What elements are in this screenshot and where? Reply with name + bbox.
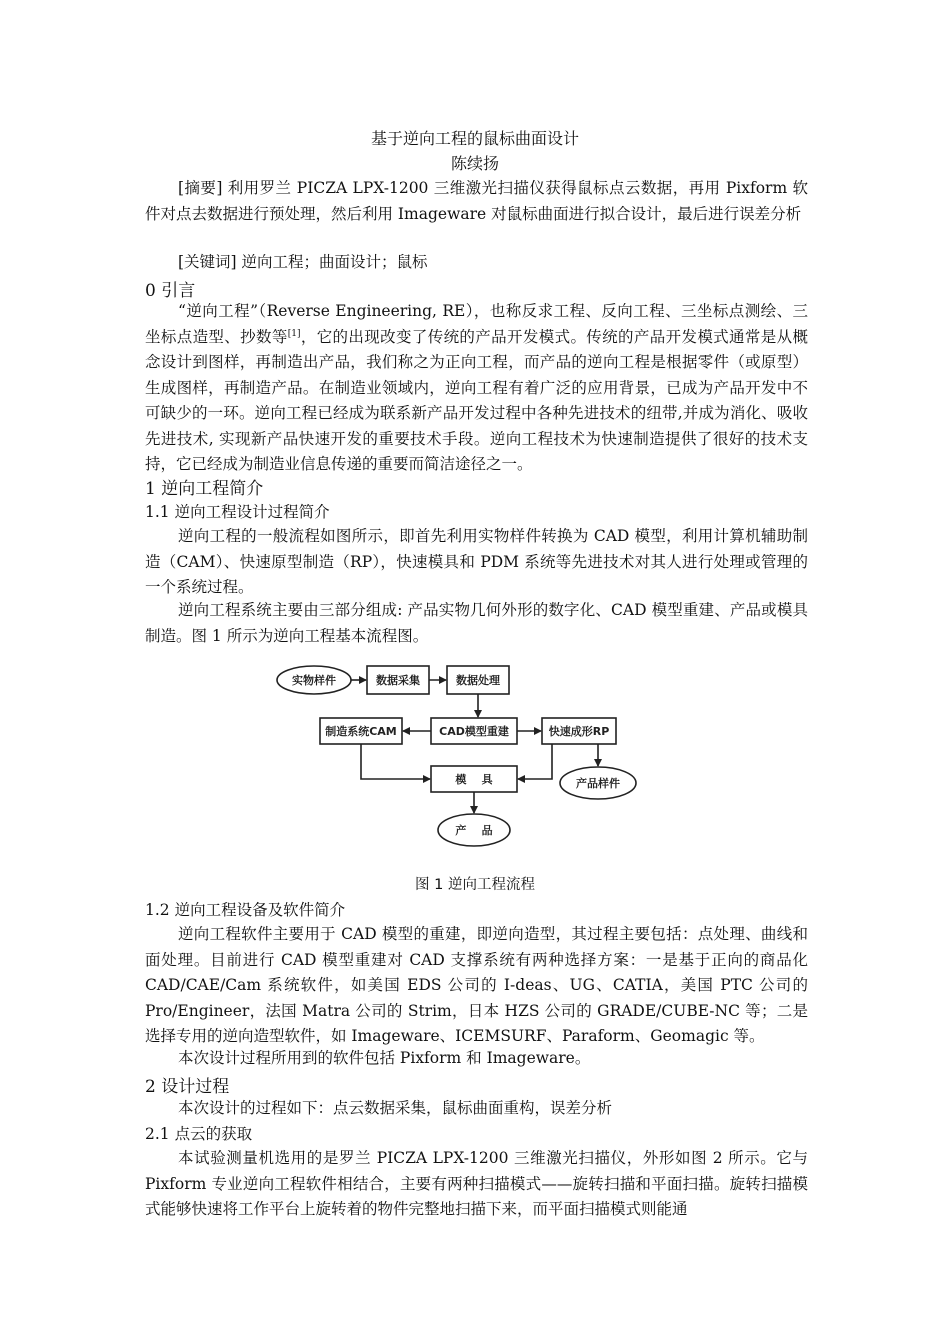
node-cad-label: CAD模型重建 <box>439 725 509 738</box>
section-1-heading: 1 逆向工程简介 <box>145 479 264 499</box>
flowchart-figure <box>270 655 650 865</box>
section-1-2-paragraph-2: 本次设计过程所用到的软件包括 Pixform 和 Imageware。 <box>178 1049 591 1067</box>
section-2-paragraph: 本次设计的过程如下：点云数据采集，鼠标曲面重构，误差分析 <box>178 1099 613 1117</box>
section-2-1-paragraph: 本试验测量机选用的是罗兰 PICZA LPX-1200 三维激光扫描仪，外形如图 2 所示。它与 Pixform 专业逆向工程软件相结合，主要有两种扫描模式——旋转扫描和平面扫描。旋转扫描模式能够快速将工作平台上旋转着的物件完整地扫描下来，而平面扫描模式则能通 <box>145 1149 808 1218</box>
section-0-heading: 0 引言 <box>145 281 196 301</box>
section-1-1-paragraph-2: 逆向工程系统主要由三部分组成: 产品实物几何外形的数字化、CAD 模型重建、产品或模具制造。图 1 所示为逆向工程基本流程图。 <box>145 601 808 645</box>
citation-ref: [1] <box>287 328 301 339</box>
section-0-text-a: “逆向工程”（Reverse Engineering, RE），也称反求工程、反向工程、三坐标点测绘、三坐标点造型、抄数等 <box>145 302 808 346</box>
section-0-text-b: ，它的出现改变了传统的产品开发模式。传统的产品开发模式通常是从概念设计到图样，再制造出产品，我们称之为正向工程，而产品的逆向工程是根据零件（或原型）生成图样，再制造产品。在制造业领域内，逆向工程有着广泛的应用背景，已成为产品开发中不可缺少的一环。逆向工程已经成为联系新产品开发过程中各种先进技术的纽带,并成为消化、吸收先进技术, 实现新产品快速开发的重要技术手段。逆向工程技术为快速制造提供了很好的技术支持，它已经成为制造业信息传递的重要而简洁途径之一。 <box>145 327 808 473</box>
abstract: [摘要] 利用罗兰 PICZA LPX-1200 三维激光扫描仪获得鼠标点云数据，再用 Pixform 软件对点去数据进行预处理，然后利用 Imageware 对鼠标曲面进行拟合设计，最后进行误差分析 <box>145 179 808 223</box>
section-1-1-paragraph-1: 逆向工程的一般流程如图所示，即首先利用实物样件转换为 CAD 模型，利用计算机辅助制造（CAM）、快速原型制造（RP），快速模具和 PDM 系统等先进技术对其人进行处理或管理的一个系统过程。 <box>145 527 808 596</box>
node-product-label: 产 品 <box>455 824 493 837</box>
node-cam-label: 制造系统CAM <box>325 725 397 738</box>
section-0-paragraph <box>145 299 808 478</box>
figure-caption: 图 1 逆向工程流程 <box>415 877 535 893</box>
section-2-heading: 2 设计过程 <box>145 1077 230 1097</box>
node-collect-label: 数据采集 <box>376 674 420 687</box>
node-process-label: 数据处理 <box>456 674 500 687</box>
node-prototype-label: 产品样件 <box>576 777 620 790</box>
section-1-2-paragraph-1: 逆向工程软件主要用于 CAD 模型的重建，即逆向造型，其过程主要包括：点处理、曲线和面处理。目前进行 CAD 模型重建对 CAD 支撑系统有两种选择方案：一是基于正向的商品化 CAD/CAE/Cam 系统软件，如美国 EDS 公司的 I-deas、UG、CATIA，美国 PTC 公司的 Pro/Engineer，法国 Matra 公司的 Strim，日本 HZS 公司的 GRADE/CUBE-NC 等；二是选择专用的逆向造型软件，如 Imageware、ICEMSURF、Paraform、Geomagic 等。 <box>145 925 808 1045</box>
node-sample-label: 实物样件 <box>292 674 336 687</box>
keywords: [关键词] 逆向工程；曲面设计；鼠标 <box>178 253 428 271</box>
node-rp-label: 快速成形RP <box>548 725 610 738</box>
section-2-1-heading: 2.1 点云的获取 <box>145 1125 253 1143</box>
arrow-rp-mold <box>518 744 552 779</box>
section-1-1-heading: 1.1 逆向工程设计过程简介 <box>145 503 330 521</box>
arrow-cam-mold <box>361 744 430 779</box>
paper-author: 陈续扬 <box>450 154 499 173</box>
node-mold-label: 模 具 <box>455 773 493 786</box>
section-1-2-heading: 1.2 逆向工程设备及软件简介 <box>145 901 346 919</box>
paper-title: 基于逆向工程的鼠标曲面设计 <box>370 129 579 148</box>
